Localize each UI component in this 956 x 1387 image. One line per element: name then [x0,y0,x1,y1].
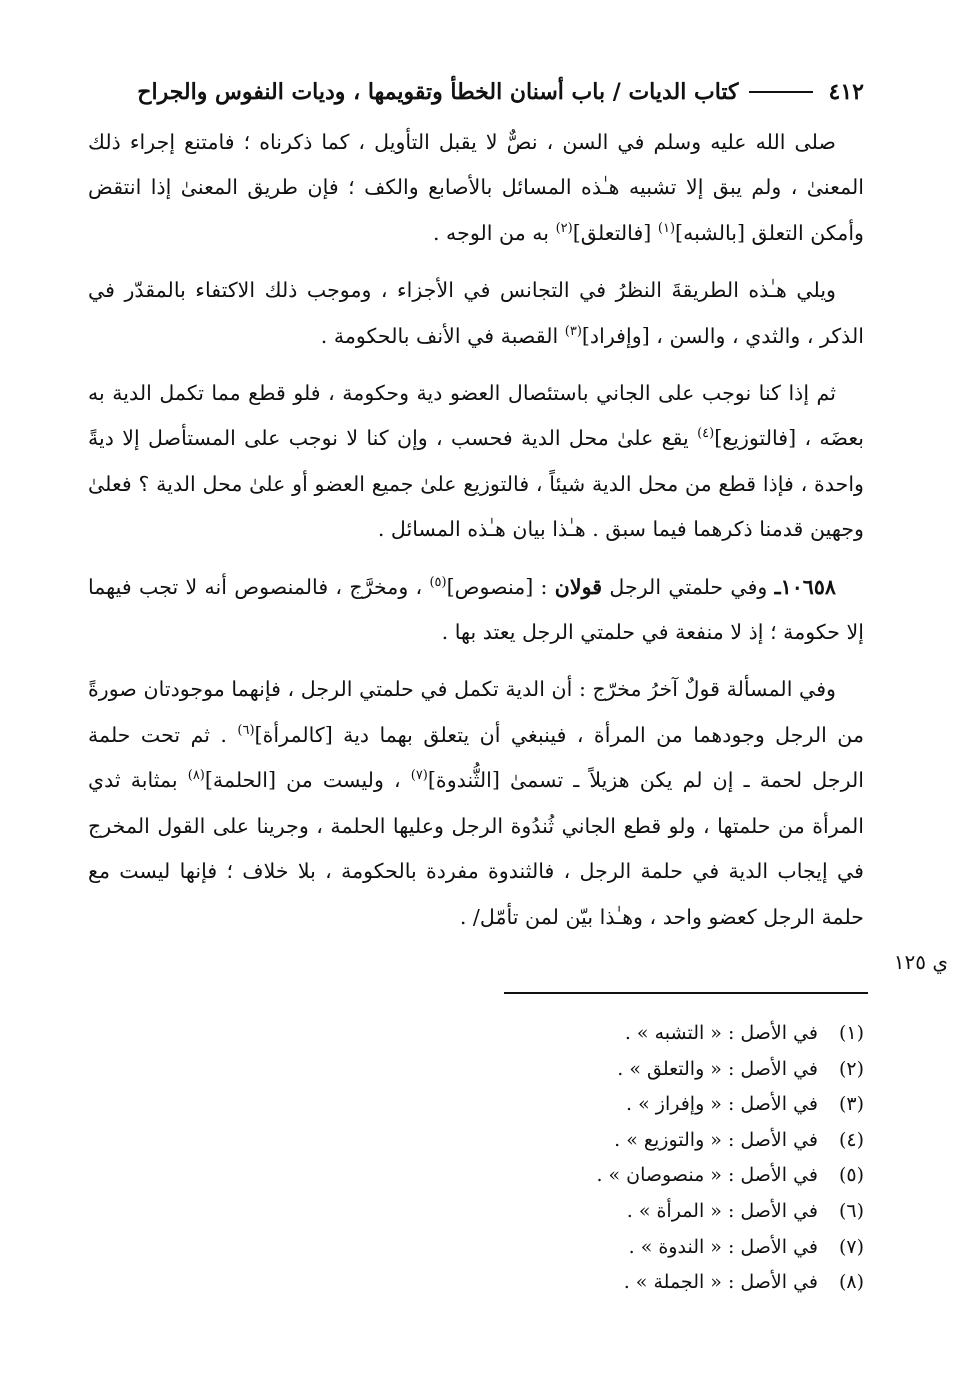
text-run: يقع علىٰ محل الدية فحسب ، وإن كنا لا نوجب على المستأصل إلا ديةً واحدة ، فإذا قطع من محل الدية شيئاً ، فالتوزيع علىٰ جميع العضو أو علىٰ محل الدية ؟ فعلىٰ وجهين قدمنا ذكرهما فيما سبق . هـٰذا بيان هـٰذه المسائل . [88,426,864,542]
text-run: [فالتعلق] [572,220,658,245]
footnotes-list [444,1016,864,1301]
footnote-text: في الأصل : « الندوة » . [628,1235,818,1258]
paragraph [88,268,864,359]
margin-page-reference: ي ١٢٥ [893,950,948,974]
text-run: صلى الله عليه وسلم في السن ، نصٌّ لا يقبل التأويل ، كما ذكرناه ؛ فامتنع إجراء ذلك المعنىٰ ، ولم يبق إلا تشبيه هـٰذه المسائل بالأصابع والكف ؛ فإن طريق المعنىٰ إذا انتقض وأمكن التعلق [بالشبه] [88,130,864,245]
footnote-ref: (٧) [410,768,428,784]
paragraph [88,565,864,656]
footnote-text: في الأصل : « الجملة » . [623,1271,818,1294]
text-run: ، ومخرَّج ، فالمنصوص أنه لا تجب فيهما إلا حكومة ؛ إذ لا منفعة في حلمتي الرجل يعتد بها . [88,574,864,645]
footnote-ref: (٥) [429,574,447,590]
footnote-item [444,1265,864,1301]
footnote-ref: (٨) [187,768,205,784]
footnote-text: في الأصل : « والتعلق » . [617,1057,818,1080]
issue-number: ١٠٦٥٨ـ [774,574,836,599]
text-run: ويلي هـٰذه الطريقةَ النظرُ في التجانس في الأجزاء ، وموجب ذلك الاكتفاء بالمقدّر في الذكر ، والثدي ، والسن ، [وإفراد] [88,278,864,348]
bold-term: قولان [554,574,603,599]
header-title: كتاب الديات / باب أسنان الخطأ وتقويمها ، وديات النفوس والجراح [137,79,739,105]
footnote-ref: (٢) [555,220,573,236]
footnote-number: (٢) [838,1057,864,1080]
main-text [88,120,864,952]
page-number: ٤١٢ [828,79,864,105]
text-run: به من الوجه . [432,220,556,245]
paragraph [88,667,864,939]
text-run: . ثم تحت حلمة الرجل لحمة ـ إن لم يكن هزيلاً ـ تسمىٰ [الثُّندوة] [88,722,864,793]
text-run: وفي حلمتي الرجل [602,574,775,599]
footnote-number: (٥) [838,1164,864,1187]
paragraph [88,371,864,553]
footnote-separator [504,992,868,994]
text-run: وفي المسألة قولٌ آخرُ مخرّج : أن الدية تكمل في حلمتي الرجل ، فإنهما موجودتان صورةً من الرجل وجودهما من المرأة ، فينبغي أن يتعلق بهما دية [كالمرأة] [88,677,864,747]
footnote-text: في الأصل : « التشبه » . [624,1022,818,1044]
footnote-item [444,1230,864,1266]
text-run: ، وليست من [الحلمة] [204,768,411,793]
footnote-item [444,1016,864,1052]
footnote-text: في الأصل : « منصوصان » . [596,1164,818,1187]
paragraph [88,120,864,256]
header-dash-rule [749,91,813,93]
footnote-item [444,1158,864,1194]
text-run: القصبة في الأنف بالحكومة . [320,323,565,348]
footnote-item [444,1194,864,1230]
footnote-text: في الأصل : « المرأة » . [626,1199,818,1222]
footnote-ref: (٦) [237,723,255,739]
footnote-number: (٤) [838,1128,864,1151]
footnote-ref: (٣) [564,323,582,339]
footnote-item [444,1052,864,1088]
footnote-ref: (٤) [697,426,715,442]
footnote-item [444,1087,864,1123]
footnote-number: (١) [838,1022,864,1044]
footnote-number: (٨) [838,1271,864,1294]
footnote-text: في الأصل : « وإفراز » . [626,1093,818,1116]
footnote-text: في الأصل : « والتوزيع » . [614,1128,818,1151]
footnote-number: (٧) [838,1235,864,1258]
text-run: : [منصوص] [446,574,555,599]
footnote-item [444,1123,864,1159]
text-run: ثم إذا كنا نوجب على الجاني باستئصال العضو دية وحكومة ، فلو قطع مما تكمل الدية به بعضَه ، [فالتوزيع] [88,381,864,451]
text-run: بمثابة ثدي المرأة من حلمتها ، ولو قطع الجاني ثُندُوة الرجل وعليها الحلمة ، وجرينا على القول المخرج في إيجاب الدية في حلمة الرجل ، فالثندوة مفردة بالحكومة ، بلا خلاف ؛ فإنها ليست مع حلمة الرجل كعضو واحد ، وهـٰذا بيّن لمن تأمّل/ . [88,768,864,929]
footnote-number: (٣) [838,1093,864,1116]
running-header [88,72,864,112]
footnote-ref: (١) [657,220,676,236]
footnote-number: (٦) [838,1199,864,1222]
